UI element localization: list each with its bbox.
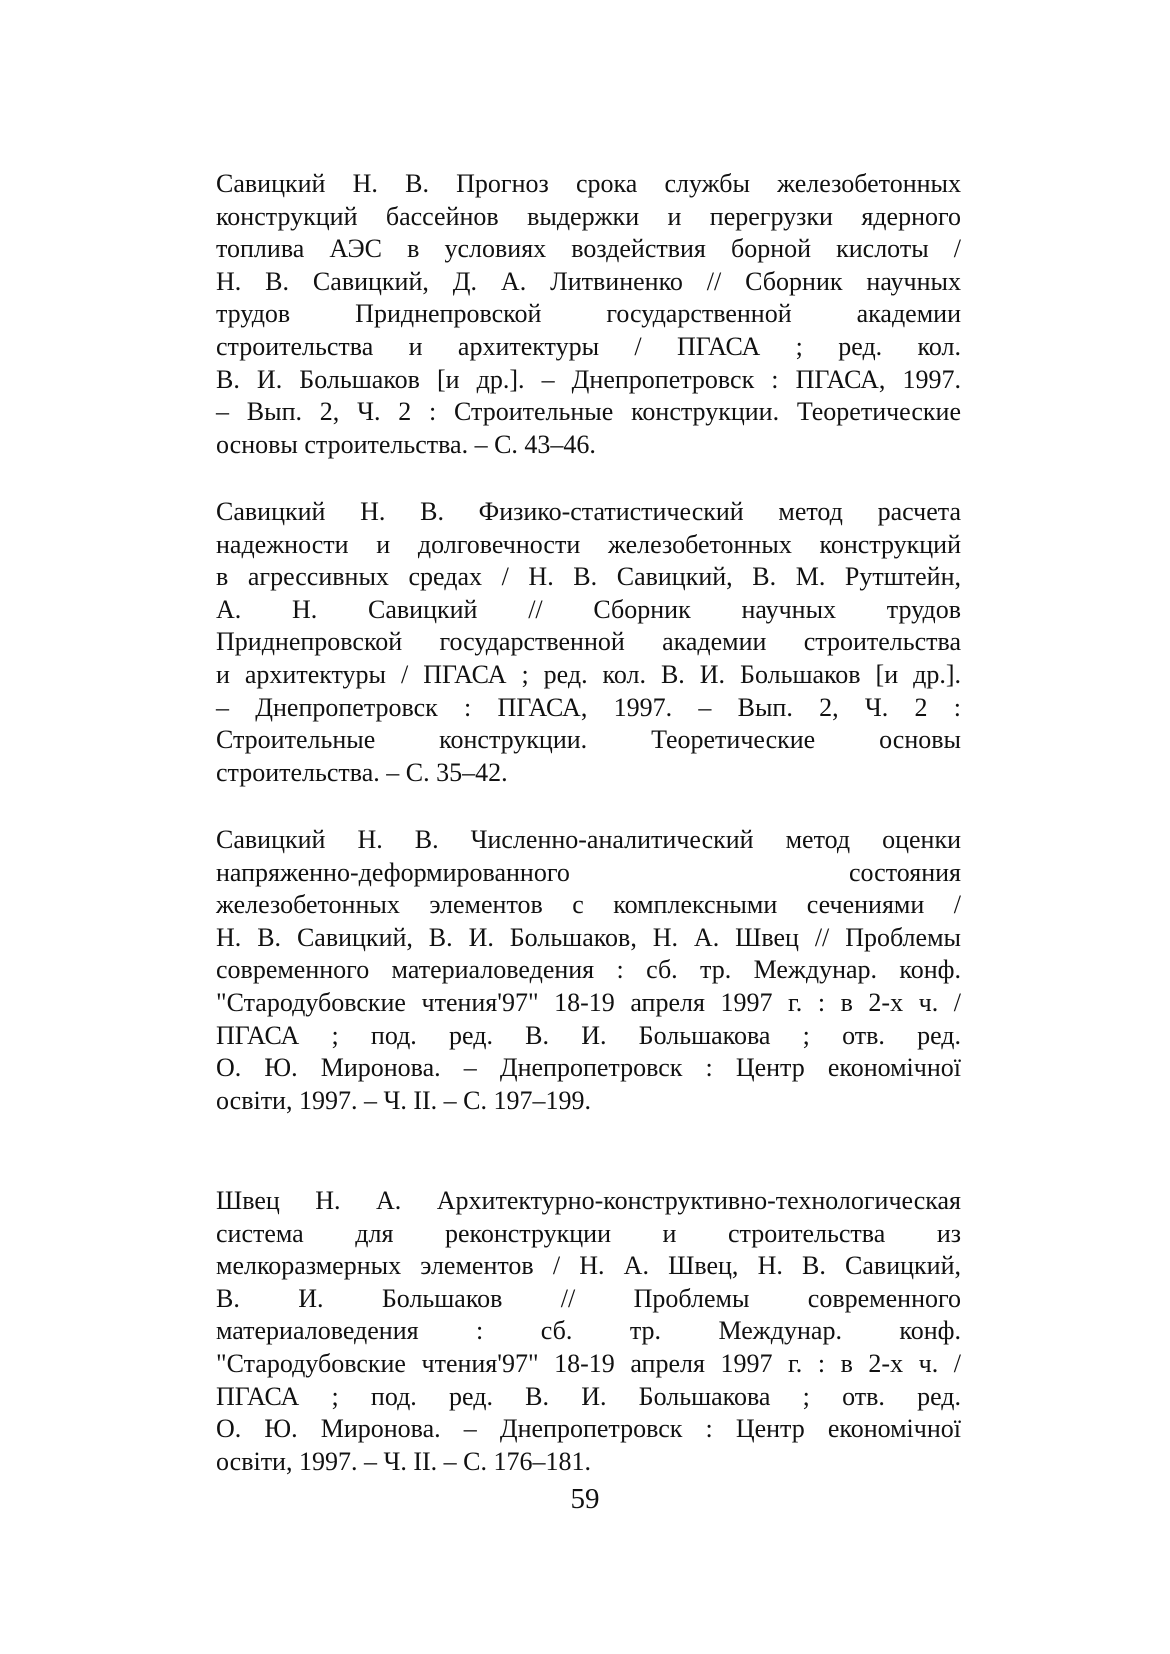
bibliography-entry-4: [216, 1185, 961, 1478]
entry-line: система для реконструкции и строительства из: [216, 1218, 961, 1248]
entry-line: А. Н. Савицкий // Сборник научных трудов: [216, 594, 961, 624]
entry-line: Савицкий Н. В. Физико-статистический метод расчета: [216, 497, 961, 526]
entry-line: Приднепровской государственной академии строительства: [216, 627, 961, 657]
entry-line: Савицкий Н. В. Численно-аналитический метод оценки: [216, 825, 961, 854]
entry-line: напряженно-деформированного состояния: [216, 857, 961, 887]
entry-line: Строительные конструкции. Теоретические основы: [216, 725, 961, 755]
entry-line: – Вып. 2, Ч. 2 : Строительные конструкции. Теоретические: [216, 397, 961, 427]
bibliography-entry-1: [216, 168, 961, 461]
entry-line: "Стародубовские чтения'97" 18-19 апреля 1997 г. : в 2-х ч. /: [216, 987, 961, 1017]
entry-line: надежности и долговечности железобетонных конструкций: [216, 529, 961, 559]
entry-line: В. И. Большаков [и др.]. – Днепропетровск : ПГАСА, 1997.: [216, 364, 961, 394]
entry-line: топлива АЭС в условиях воздействия борной кислоты /: [216, 234, 961, 264]
entry-line: О. Ю. Миронова. – Днепропетровск : Центр економічної: [216, 1414, 961, 1444]
entry-line: Швец Н. А. Архитектурно-конструктивно-технологическая: [216, 1186, 961, 1215]
entry-line: освіти, 1997. – Ч. ІІ. – С. 176–181.: [216, 1446, 592, 1476]
entry-line: ПГАСА ; под. ред. В. И. Большакова ; отв. ред.: [216, 1381, 961, 1411]
bibliography-entry-2: [216, 496, 961, 789]
entry-line: О. Ю. Миронова. – Днепропетровск : Центр економічної: [216, 1053, 961, 1083]
entry-line: в агрессивных средах / Н. В. Савицкий, В. М. Рутштейн,: [216, 562, 961, 592]
entry-line: мелкоразмерных элементов / Н. А. Швец, Н. В. Савицкий,: [216, 1251, 961, 1281]
entry-line: конструкций бассейнов выдержки и перегрузки ядерного: [216, 201, 961, 231]
entry-line: освіти, 1997. – Ч. ІІ. – С. 197–199.: [216, 1085, 592, 1115]
entry-line: строительства и архитектуры / ПГАСА ; ред. кол.: [216, 331, 961, 361]
entry-line: "Стародубовские чтения'97" 18-19 апреля 1997 г. : в 2-х ч. /: [216, 1348, 961, 1378]
entry-line: Н. В. Савицкий, В. И. Большаков, Н. А. Швец // Проблемы: [216, 922, 961, 952]
entry-line: и архитектуры / ПГАСА ; ред. кол. В. И. Большаков [и др.].: [216, 659, 961, 689]
entry-line: – Днепропетровск : ПГАСА, 1997. – Вып. 2, Ч. 2 :: [216, 692, 961, 722]
entry-line: В. И. Большаков // Проблемы современного: [216, 1283, 961, 1313]
page-number: 59: [570, 1483, 600, 1515]
entry-line: ПГАСА ; под. ред. В. И. Большакова ; отв. ред.: [216, 1020, 961, 1050]
entry-line: основы строительства. – С. 43–46.: [216, 429, 596, 459]
bibliography-entry-3: [216, 824, 961, 1117]
entry-line: железобетонных элементов с комплексными сечениями /: [216, 890, 961, 920]
entry-line: строительства. – С. 35–42.: [216, 757, 508, 787]
entry-line: современного материаловедения : сб. тр. Междунар. конф.: [216, 955, 961, 985]
entry-line: Савицкий Н. В. Прогноз срока службы железобетонных: [216, 169, 961, 198]
entry-line: Н. В. Савицкий, Д. А. Литвиненко // Сборник научных: [216, 266, 961, 296]
entry-line: трудов Приднепровской государственной академии: [216, 299, 961, 329]
entry-line: материаловедения : сб. тр. Междунар. конф.: [216, 1316, 961, 1346]
